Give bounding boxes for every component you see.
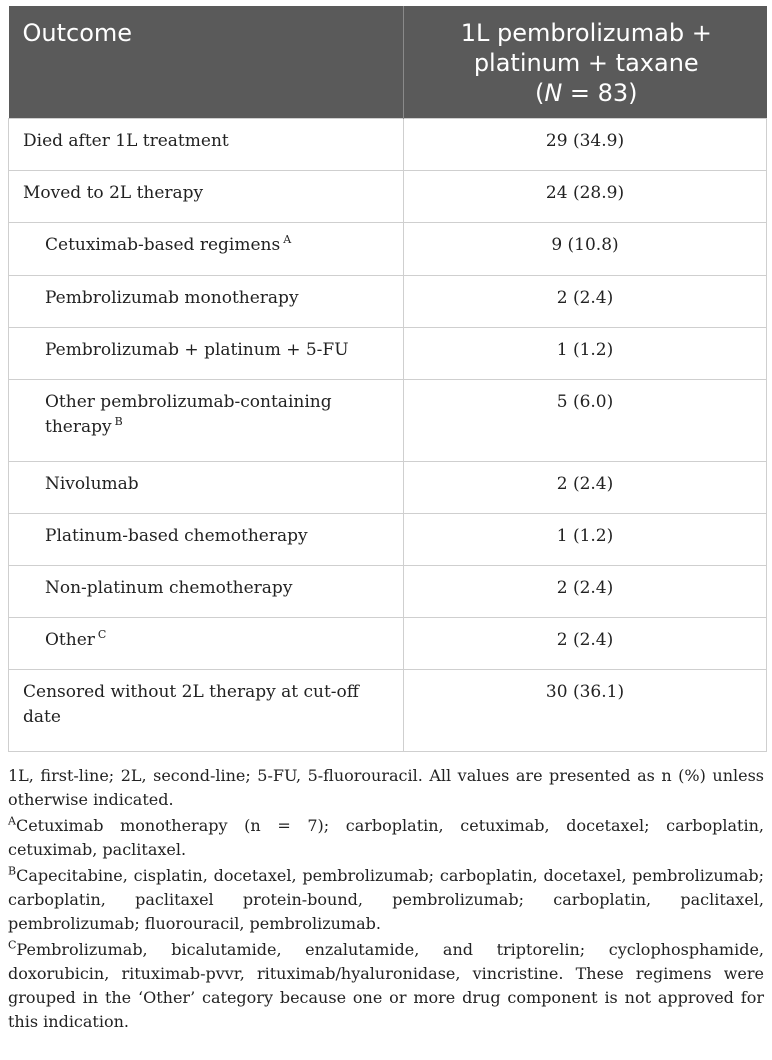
footnote-b: [8, 864, 764, 936]
other-pembro-text: Other pembrolizumab-containing therapy: [45, 392, 332, 437]
row-label-other: [9, 618, 404, 670]
footnote-marker-c: C: [97, 628, 107, 642]
footnote-marker-a: A: [283, 233, 292, 247]
row-value-nivolumab: 2 (2.4): [404, 462, 767, 514]
table-header-row: [9, 6, 767, 119]
row-label-cetuximab: [9, 223, 404, 276]
footnote-b-mark: B: [8, 864, 17, 878]
cetuximab-text: Cetuximab-based regimens: [45, 235, 281, 255]
row-label-other-pembro: [9, 380, 404, 462]
table-row: [9, 328, 767, 380]
table-row: [9, 514, 767, 566]
row-value-moved-2l: 24 (28.9): [404, 171, 767, 223]
outcomes-table-container: [8, 6, 766, 752]
row-label-pembro-mono: Pembrolizumab monotherapy: [9, 276, 404, 328]
row-label-censored: Censored without 2L therapy at cut-off date: [9, 670, 404, 752]
header-n-open: (: [534, 79, 545, 107]
table-row: [9, 670, 767, 752]
row-value-cetuximab: 9 (10.8): [404, 223, 767, 276]
row-label-platinum-chemo: Platinum-based chemotherapy: [9, 514, 404, 566]
header-n-letter: N: [544, 79, 563, 107]
row-label-pembro-platinum-5fu: Pembrolizumab + platinum + 5-FU: [9, 328, 404, 380]
table-footnotes: [8, 764, 764, 1036]
footnote-b-text: Capecitabine, cisplatin, docetaxel, pembrolizumab; carboplatin, docetaxel, pembrolizumab; carboplatin, paclitaxel protein-bound, pembrolizumab; carboplatin, paclitaxel, pembrolizumab; fluorouracil, pembrolizumab.: [8, 866, 764, 933]
table-row: [9, 566, 767, 618]
footnote-c: [8, 938, 764, 1034]
other-text: Other: [45, 630, 95, 650]
header-n-rest: = 83): [562, 79, 638, 107]
table-row: [9, 171, 767, 223]
footnote-a-mark: A: [8, 814, 16, 828]
table-row: [9, 223, 767, 276]
header-treatment-line1: 1L pembrolizumab +: [460, 19, 712, 47]
row-label-nivolumab: Nivolumab: [9, 462, 404, 514]
row-label-non-platinum-chemo: Non-platinum chemotherapy: [9, 566, 404, 618]
row-value-censored: 30 (36.1): [404, 670, 767, 752]
footnote-c-text: Pembrolizumab, bicalutamide, enzalutamide, and triptorelin; cyclophosphamide, doxorubicin, rituximab-pvvr, rituximab/hyaluronidase, vincristine. These regimens were grouped in the ‘Other’ category because one or more drug component is not approved for this indication.: [8, 940, 764, 1031]
row-value-pembro-platinum-5fu: 1 (1.2): [404, 328, 767, 380]
footnote-a: [8, 814, 764, 862]
row-value-died: 29 (34.9): [404, 119, 767, 171]
header-treatment-group: [404, 6, 767, 119]
header-treatment-line2: platinum + taxane: [473, 49, 699, 77]
row-value-pembro-mono: 2 (2.4): [404, 276, 767, 328]
row-label-died: Died after 1L treatment: [9, 119, 404, 171]
table-row: [9, 462, 767, 514]
header-outcome: Outcome: [9, 6, 404, 119]
table-row: [9, 276, 767, 328]
outcomes-table: [8, 6, 767, 752]
table-row: [9, 380, 767, 462]
row-value-platinum-chemo: 1 (1.2): [404, 514, 767, 566]
table-row: [9, 618, 767, 670]
row-label-moved-2l: Moved to 2L therapy: [9, 171, 404, 223]
row-value-other-pembro: 5 (6.0): [404, 380, 767, 462]
table-row: [9, 119, 767, 171]
row-value-non-platinum-chemo: 2 (2.4): [404, 566, 767, 618]
footnote-abbreviations: 1L, first-line; 2L, second-line; 5-FU, 5-fluorouracil. All values are presented as n (%) unless otherwise indicated.: [8, 766, 764, 809]
footnote-a-text: Cetuximab monotherapy (n = 7); carboplatin, cetuximab, docetaxel; carboplatin, cetuximab, paclitaxel.: [8, 816, 764, 859]
row-value-other: 2 (2.4): [404, 618, 767, 670]
footnote-marker-b: B: [114, 414, 123, 428]
footnote-c-mark: C: [8, 938, 17, 952]
